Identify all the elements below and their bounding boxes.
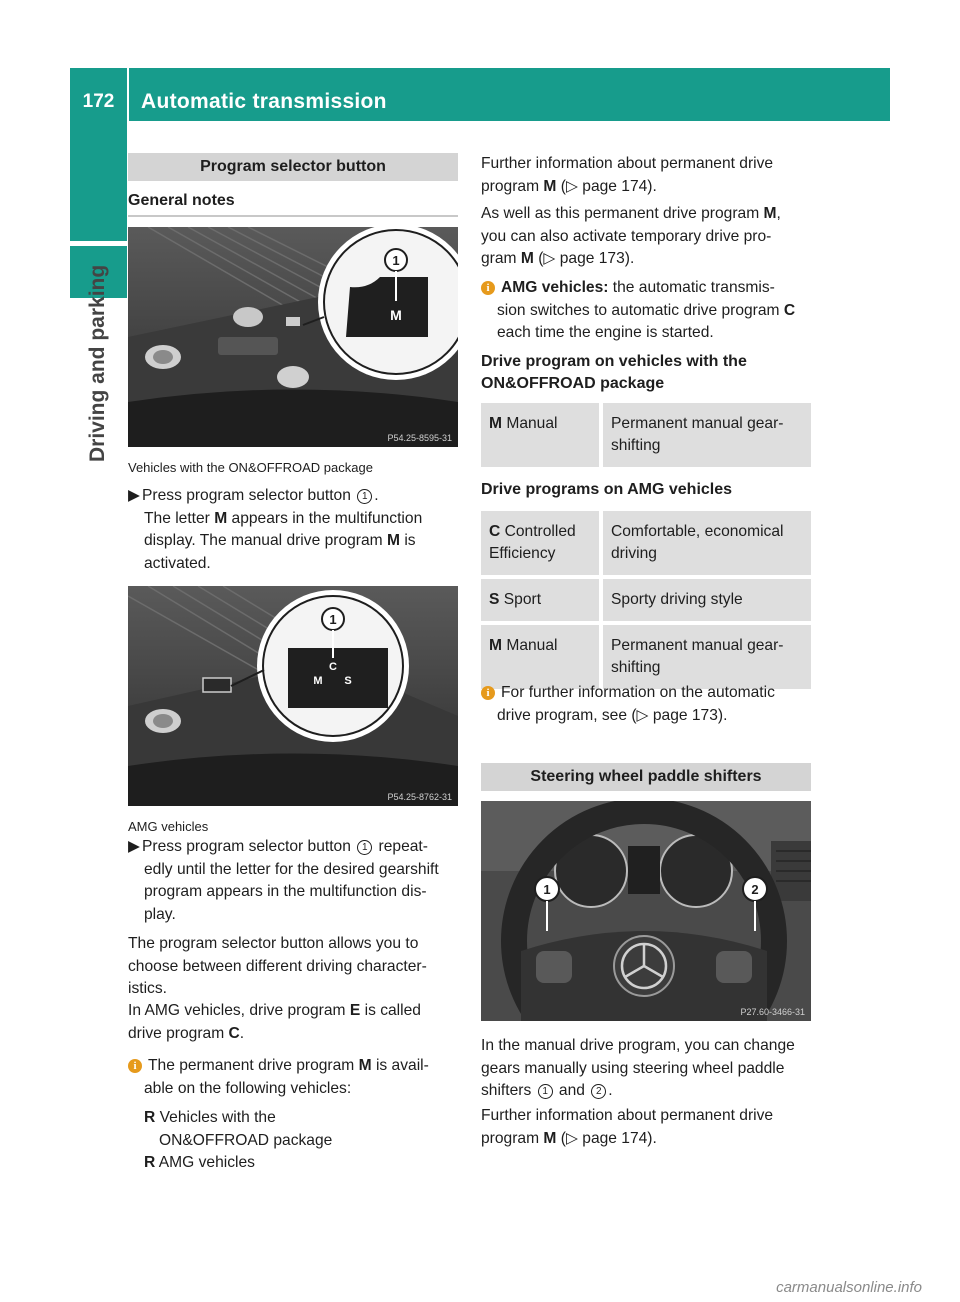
image-steering-wheel [481,801,811,1021]
side-tab-label: Driving and parking [86,264,109,462]
heading-offroad-program: Drive program on vehicles with the ON&OFFROAD package [481,353,747,392]
info-further-automatic: i For further information on the automatic drive program, see (▷ page 173). [481,682,811,727]
side-tab-bar [70,121,127,241]
header-divider [127,68,129,121]
step-offroad: ▶ Press program selector button 1 . The letter M appears in the multifunction display. The manual drive program M is activated. [128,487,423,572]
divider [128,215,458,217]
caption-amg: AMG vehicles [128,819,209,834]
callout-1-label-amg: 1 [329,612,337,627]
amg-program-table [481,507,811,693]
image-code: P54.25-8595-31 [387,433,452,443]
info-amg-vehicles: i AMG vehicles: the automatic transmis- sion switches to automatic drive program C each time the engine is started. [481,277,811,345]
image-code: P54.25-8762-31 [387,792,452,802]
paragraph-permanent-info-2: Further information about permanent drive program M (▷ page 174). [481,1107,774,1147]
callout-1-label: 1 [392,253,400,268]
paragraph-selector-intro: The program selector button allows you to choose between different driving character- istics. [128,935,427,997]
table-row: M Manual Permanent manual gear- shifting [481,625,811,689]
table-row: M Manual Permanent manual gear- shifting [481,403,811,467]
heading-amg-programs: Drive programs on AMG vehicles [481,481,733,498]
watermark: carmanualsonline.info [776,1279,922,1296]
step-amg: ▶ Press program selector button 1 repeat- edly until the letter for the desired gearshift program appears in the multifunction dis- play. [128,838,439,923]
paragraph-manual-paddle: In the manual drive program, you can change gears manually using steering wheel paddle shifters 1 and 2 . [481,1037,795,1099]
display-letter-m: M [313,675,323,687]
image-console-offroad [128,227,458,447]
image-code: P27.60-3466-31 [740,1007,805,1017]
display-letter-s: S [344,675,352,687]
paragraph-amg-program-e: In AMG vehicles, drive program E is called drive program C. [128,1002,421,1042]
info-icon: i [481,281,495,295]
section-title-program-selector: Program selector button [128,153,458,181]
table-row: S Sport Sporty driving style [481,579,811,621]
section-title-paddle-shifters: Steering wheel paddle shifters [481,763,811,791]
display-letter-c: C [329,661,337,673]
paragraph-temporary-program: As well as this permanent drive program M, you can also activate temporary drive pro- gram M (▷ page 173). [481,205,781,267]
caption-offroad: Vehicles with the ON&OFFROAD package [128,460,373,475]
page-number: 172 [82,91,115,112]
info-icon: i [481,686,495,700]
callout-2-label: 2 [751,882,759,897]
paragraph-permanent-info: Further information about permanent drive program M (▷ page 174). [481,155,774,195]
info-icon: i [128,1059,142,1073]
display-letter-m: M [390,307,402,323]
subheading-general-notes: General notes [128,192,235,209]
callout-1-label: 1 [543,882,551,897]
vehicle-list: R Vehicles with the ON&OFFROAD package R AMG vehicles [144,1109,333,1171]
chapter-title: Automatic transmission [141,90,387,113]
offroad-program-table [481,399,811,471]
table-row: C Controlled Efficiency Comfortable, economical driving [481,511,811,575]
info-permanent-program: i The permanent drive program M is avail- able on the following vehicles: [128,1055,458,1100]
image-console-amg [128,586,458,806]
